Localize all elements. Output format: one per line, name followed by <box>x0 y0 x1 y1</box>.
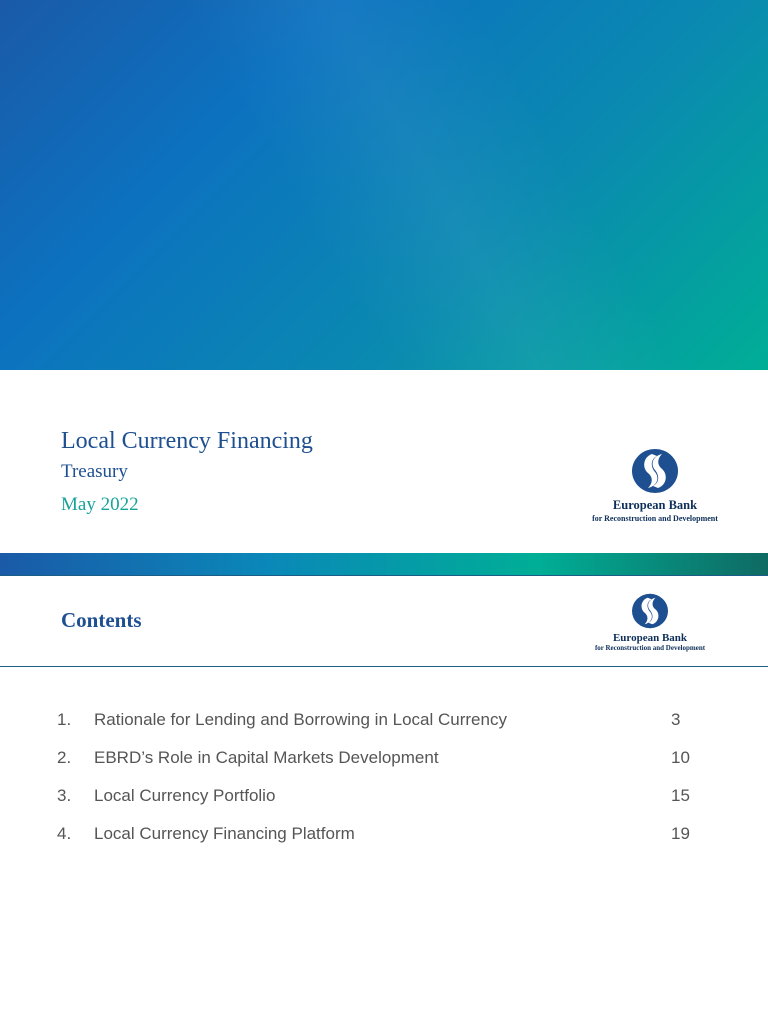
toc-item-number: 1. <box>57 710 72 729</box>
ebrd-logo-mark-icon <box>631 448 679 494</box>
logo-subname: for Reconstruction and Development <box>594 644 706 652</box>
toc-item[interactable] <box>0 708 768 746</box>
ebrd-logo-mark-icon <box>631 593 669 629</box>
separator-line <box>0 575 768 576</box>
toc-item[interactable] <box>0 784 768 822</box>
cover-title: Local Currency Financing <box>61 428 313 454</box>
table-of-contents <box>0 708 768 860</box>
toc-item-title: Local Currency Financing Platform <box>94 824 355 843</box>
toc-item-page: 3 <box>671 710 681 729</box>
toc-item-page: 15 <box>671 786 690 805</box>
toc-item-page: 10 <box>671 748 690 767</box>
toc-item-number: 4. <box>57 824 72 843</box>
hero-sheen <box>0 0 768 370</box>
toc-item-number: 2. <box>57 748 72 767</box>
toc-item-title: Local Currency Portfolio <box>94 786 276 805</box>
cover-date: May 2022 <box>61 494 139 515</box>
hero-banner <box>0 0 768 370</box>
toc-item[interactable] <box>0 746 768 784</box>
separator-band <box>0 553 768 575</box>
toc-item-page: 19 <box>671 824 690 843</box>
toc-item[interactable] <box>0 822 768 860</box>
contents-heading: Contents <box>61 608 142 632</box>
toc-item-title: EBRD’s Role in Capital Markets Development <box>94 748 439 767</box>
logo-subname: for Reconstruction and Development <box>592 514 718 523</box>
cover-subtitle: Treasury <box>61 461 128 482</box>
contents-divider <box>0 666 768 667</box>
logo-name: European Bank <box>612 632 688 644</box>
ebrd-logo-small <box>588 593 712 652</box>
toc-item-number: 3. <box>57 786 72 805</box>
ebrd-logo <box>580 448 730 523</box>
logo-name: European Bank <box>612 498 698 512</box>
toc-item-title: Rationale for Lending and Borrowing in Local Currency <box>94 710 507 729</box>
